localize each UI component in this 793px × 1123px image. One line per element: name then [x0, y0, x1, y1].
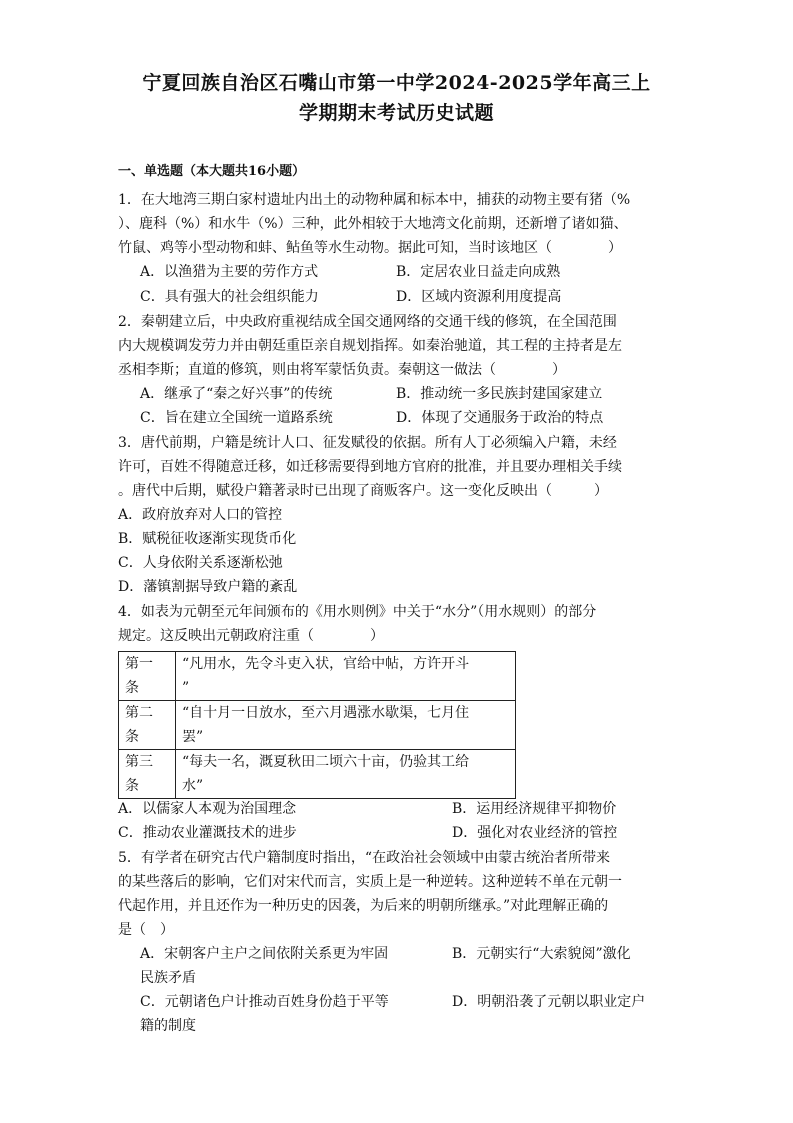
q2-option-c: C．旨在建立全国统一道路系统: [140, 410, 333, 426]
table-row: [119, 701, 516, 750]
q4-option-b: B．运用经济规律平抑物价: [452, 801, 617, 817]
q4-stem-line1: 4．如表为元朝至元年间颁布的《用水则例》中关于“水分”（用水规则）的部分: [118, 604, 597, 620]
q2-stem-line2: 内大规模调发劳力并由朝廷重臣亲自规划指挥。如秦治驰道，其工程的主持者是左: [118, 338, 622, 354]
q1-stem-line2: ）、鹿科（%）和水牛（%）三种，此外相较于大地湾文化前期，还新增了诸如猫、: [118, 216, 628, 232]
q5-stem-line3: 代起作用，并且还作为一种历史的因袭，为后来的明朝所继承。”对此理解正确的: [118, 898, 609, 914]
table-cell-content: “自十月一日放水，至六月遇涨水歇渠，七月住 罢”: [176, 701, 516, 750]
q1-option-a: A．以渔猎为主要的劳作方式: [140, 264, 319, 280]
page-title-line2: 学期期末考试历史试题: [298, 102, 494, 124]
q5-option-d-cont: 籍的制度: [140, 1018, 196, 1034]
q4-stem-line2: 规定。这反映出元朝政府注重（ ）: [118, 628, 384, 644]
q4-option-a: A．以儒家人本观为治国理念: [118, 801, 297, 817]
q5-option-b-cont: 民族矛盾: [140, 970, 196, 986]
q1-option-c: C．具有强大的社会组织能力: [140, 289, 319, 305]
q4-option-c: C．推动农业灌溉技术的进步: [118, 825, 297, 841]
q1-stem-line1: 1．在大地湾三期白家村遗址内出土的动物种属和标本中，捕获的动物主要有猪（%: [118, 192, 631, 208]
q2-stem-line1: 2．秦朝建立后，中央政府重视结成全国交通网络的交通干线的修筑，在全国范围: [118, 314, 617, 330]
q3-stem-line2: 许可，百姓不得随意迁移，如迁移需要得到地方官府的批准，并且要办理相关手续: [118, 459, 622, 475]
table-cell-article: 第一 条: [119, 652, 176, 701]
q5-stem-line4: 是（ ）: [118, 922, 174, 938]
q2-option-b: B．推动统一多民族封建国家建立: [396, 386, 603, 402]
q1-option-d: D．区域内资源利用度提高: [396, 289, 562, 305]
section-heading: 一、单选题（本大题共16小题）: [118, 164, 306, 179]
q5-option-d: D．明朝沿袭了元朝以职业定户: [452, 994, 646, 1010]
table-cell-article: 第三 条: [119, 750, 176, 799]
q3-stem-line1: 3．唐代前期，户籍是统计人口、征发赋役的依据。所有人丁必须编入户籍，未经: [118, 435, 617, 451]
q5-stem-line2: 的某些落后的影响，它们对宋代而言，实质上是一种逆转。这种逆转不单在元朝一: [118, 874, 622, 890]
q3-option-a: A．政府放弃对人口的管控: [118, 507, 283, 523]
table-cell-content: “每夫一名，溉夏秋田二顷六十亩，仍验其工给 水”: [176, 750, 516, 799]
table-cell-article: 第二 条: [119, 701, 176, 750]
q3-option-b: B．赋税征收逐渐实现货币化: [118, 531, 297, 547]
water-rules-table: [118, 651, 516, 799]
q3-option-d: D．藩镇割据导致户籍的紊乱: [118, 579, 298, 595]
q1-stem-line3: 竹鼠、鸡等小型动物和蚌、鲇鱼等水生动物。据此可知，当时该地区（ ）: [118, 240, 622, 256]
table-row: [119, 750, 516, 799]
q5-option-b: B．元朝实行“大索貌阅”激化: [452, 946, 631, 962]
table-cell-content: “凡用水，先令斗吏入状，官给中帖，方许开斗 ”: [176, 652, 516, 701]
q2-option-a: A．继承了“秦之好兴事”的传统: [140, 386, 333, 402]
q5-option-a: A．宋朝客户主户之间依附关系更为牢固: [140, 946, 389, 962]
page-title-line1: 宁夏回族自治区石嘴山市第一中学2024-2025学年高三上: [142, 72, 651, 94]
q1-option-b: B．定居农业日益走向成熟: [396, 264, 561, 280]
q3-option-c: C．人身依附关系逐渐松弛: [118, 555, 283, 571]
q2-stem-line3: 丞相李斯；直道的修筑，则由将军蒙恬负责。秦朝这一做法（ ）: [118, 362, 566, 378]
q3-stem-line3: 。唐代中后期，赋役户籍著录时已出现了商贩客户。这一变化反映出（ ）: [118, 483, 608, 499]
q5-stem-line1: 5．有学者在研究古代户籍制度时指出，“在政治社会领域中由蒙古统治者所带来: [118, 850, 611, 866]
q4-option-d: D．强化对农业经济的管控: [452, 825, 618, 841]
q2-option-d: D．体现了交通服务于政治的特点: [396, 410, 604, 426]
table-row: [119, 652, 516, 701]
q5-option-c: C．元朝诸色户计推动百姓身份趋于平等: [140, 994, 389, 1010]
